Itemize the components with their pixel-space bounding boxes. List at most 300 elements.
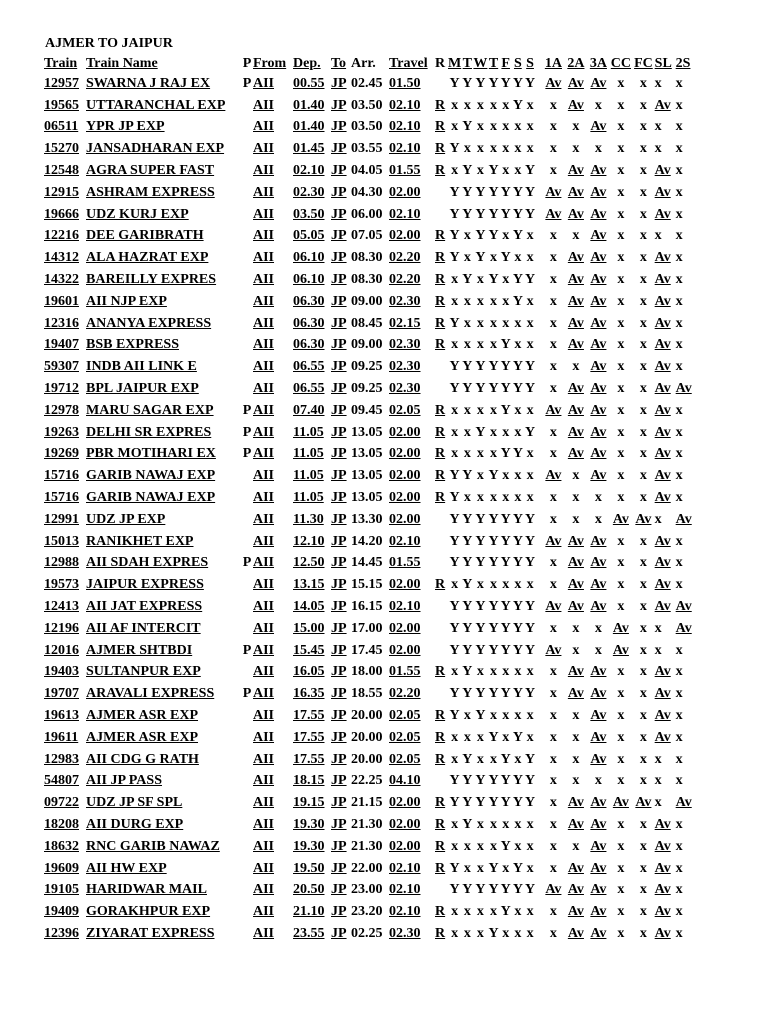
mon-cell: Y	[449, 511, 460, 527]
to-station-cell: JP	[331, 206, 347, 222]
class-fc-cell: x	[639, 272, 647, 288]
tue-cell: Y	[462, 642, 473, 658]
arrival-cell: 20.00	[351, 708, 383, 723]
fri-cell: Y	[500, 599, 511, 615]
class-1a-cell: x	[549, 664, 557, 680]
departure-cell: 14.05	[293, 599, 325, 615]
arrival-cell: 17.00	[351, 620, 383, 636]
thu-cell: Y	[488, 599, 499, 615]
sun-cell: x	[526, 446, 534, 462]
train-name-cell: RANIKHET EXP	[86, 533, 194, 549]
class-fc-cell: x	[639, 882, 647, 898]
travel-time-cell: 01.55	[389, 163, 421, 179]
class-3a-cell: Av	[590, 925, 607, 941]
thu-cell: Y	[488, 795, 499, 811]
tue-cell: x	[463, 97, 471, 113]
table-row	[44, 814, 694, 836]
travel-time-cell: 02.00	[389, 816, 421, 832]
thu-cell: Y	[488, 206, 499, 222]
train-number-cell: 19263	[44, 424, 79, 440]
train-number-cell: 19565	[44, 97, 79, 113]
class-3a-cell: Av	[590, 272, 607, 288]
tue-cell: Y	[462, 751, 473, 767]
header-travel: Travel	[389, 56, 428, 71]
table-row	[44, 509, 694, 531]
class-2s-cell: x	[675, 773, 683, 789]
class-2a-cell: Av	[567, 424, 584, 440]
train-number-cell: 19601	[44, 293, 79, 309]
sat-cell: Y	[512, 381, 523, 397]
departure-cell: 15.00	[293, 620, 325, 636]
travel-time-cell: 02.10	[389, 206, 421, 222]
class-2s-cell: x	[675, 359, 683, 375]
train-name-cell: INDB AII LINK E	[86, 359, 197, 375]
to-station-cell: JP	[331, 250, 347, 266]
thu-cell: Y	[488, 272, 499, 288]
class-2a-cell: Av	[567, 925, 584, 941]
class-1a-cell: Av	[545, 402, 562, 418]
to-station-cell: JP	[331, 599, 347, 615]
travel-time-cell: 02.00	[389, 838, 421, 854]
class-1a-cell: x	[549, 751, 557, 767]
train-number-cell: 19105	[44, 882, 79, 898]
class-1a-cell: x	[549, 359, 557, 375]
class-3a-cell: Av	[590, 838, 607, 854]
from-station-cell: AII	[253, 468, 275, 484]
class-2a-cell: Av	[567, 184, 584, 200]
mon-cell: x	[451, 163, 459, 179]
class-2a-cell: Av	[567, 315, 584, 331]
wed-cell: x	[476, 490, 484, 506]
wed-cell: Y	[475, 599, 486, 615]
class-2a-cell: Av	[567, 337, 584, 353]
arrival-cell: 21.30	[351, 816, 383, 832]
mon-cell: x	[451, 119, 459, 135]
class-fc-cell: x	[639, 708, 647, 723]
train-number-cell: 54807	[44, 773, 79, 789]
tue-cell: x	[463, 904, 471, 920]
class-sl-cell: Av	[654, 272, 671, 288]
class-3a-cell: Av	[590, 337, 607, 353]
r-flag-cell	[435, 378, 448, 400]
r-flag-cell: R	[435, 163, 446, 179]
sat-cell: Y	[512, 555, 523, 571]
travel-time-cell: 02.00	[389, 228, 421, 244]
class-sl-cell: Av	[654, 402, 671, 418]
train-name-cell: AII HW EXP	[86, 860, 167, 876]
from-station-cell: AII	[253, 838, 275, 854]
to-station-cell: JP	[331, 904, 347, 920]
header-wed: W	[473, 56, 488, 71]
thu-cell: x	[490, 141, 497, 157]
arrival-cell: 02.25	[351, 925, 383, 941]
from-station-cell: AII	[253, 816, 275, 832]
class-2a-cell: x	[572, 751, 580, 767]
table-row	[44, 640, 694, 662]
train-number-cell: 12978	[44, 402, 79, 418]
arrival-cell: 22.00	[351, 860, 383, 876]
arrival-cell: 17.45	[351, 642, 383, 658]
tue-cell: x	[463, 838, 471, 854]
sat-cell: x	[514, 402, 522, 418]
tue-cell: x	[463, 925, 471, 941]
train-name-cell: SULTANPUR EXP	[86, 664, 201, 680]
travel-time-cell: 02.30	[389, 293, 421, 309]
r-flag-cell: R	[435, 468, 446, 484]
r-flag-cell	[435, 531, 448, 553]
thu-cell: x	[490, 708, 497, 723]
class-2a-cell: x	[572, 511, 580, 527]
thu-cell: Y	[488, 184, 499, 200]
r-flag-cell	[435, 204, 448, 226]
travel-time-cell: 02.00	[389, 446, 421, 462]
table-row	[44, 422, 694, 444]
class-sl-cell: Av	[654, 838, 671, 854]
class-cc-cell: x	[617, 860, 625, 876]
sun-cell: Y	[525, 555, 536, 571]
tue-cell: Y	[462, 272, 473, 288]
mon-cell: Y	[449, 642, 460, 658]
train-number-cell: 18208	[44, 816, 79, 832]
tue-cell: x	[463, 490, 471, 506]
class-3a-cell: Av	[590, 206, 607, 222]
class-fc-cell: x	[639, 75, 647, 91]
header-3a: 3A	[589, 56, 607, 71]
class-sl-cell: x	[654, 141, 662, 157]
train-number-cell: 19611	[44, 729, 79, 745]
header-train-name: Train Name	[86, 56, 158, 71]
travel-time-cell: 02.00	[389, 468, 421, 484]
sun-cell: x	[526, 228, 534, 244]
sat-cell: Y	[512, 729, 523, 745]
sun-cell: Y	[525, 882, 536, 898]
train-number-cell: 06511	[44, 119, 79, 135]
class-1a-cell: Av	[545, 184, 562, 200]
from-station-cell: AII	[253, 206, 275, 222]
train-number-cell: 09722	[44, 795, 79, 811]
class-fc-cell: Av	[635, 511, 652, 527]
header-fri: F	[501, 56, 510, 71]
train-name-cell: HARIDWAR MAIL	[86, 882, 207, 898]
class-1a-cell: Av	[545, 882, 562, 898]
class-1a-cell: Av	[545, 468, 562, 484]
tue-cell: x	[463, 729, 471, 745]
mon-cell: x	[451, 402, 459, 418]
from-station-cell: AII	[253, 184, 275, 200]
class-1a-cell: x	[549, 490, 557, 506]
sat-cell: Y	[512, 446, 523, 462]
sun-cell: x	[526, 816, 534, 832]
r-flag-cell	[435, 73, 448, 95]
r-flag-cell: R	[435, 795, 446, 811]
class-3a-cell: x	[594, 490, 602, 506]
fri-cell: x	[502, 577, 510, 593]
class-cc-cell: x	[617, 838, 625, 854]
class-2a-cell: x	[572, 620, 580, 636]
tue-cell: Y	[462, 381, 473, 397]
class-2a-cell: Av	[567, 904, 584, 920]
train-number-cell: 12216	[44, 228, 79, 244]
wed-cell: x	[476, 838, 484, 854]
r-flag-cell: R	[435, 490, 446, 506]
class-cc-cell: x	[617, 315, 625, 331]
travel-time-cell: 02.20	[389, 250, 421, 266]
pantry-flag-cell	[241, 923, 253, 945]
thu-cell: x	[490, 838, 497, 854]
train-name-cell: BAREILLY EXPRES	[86, 272, 217, 288]
wed-cell: Y	[475, 773, 486, 789]
class-2s-cell: Av	[675, 599, 692, 615]
departure-cell: 23.55	[293, 925, 325, 941]
train-number-cell: 19409	[44, 904, 79, 920]
class-2s-cell: x	[675, 75, 683, 91]
class-sl-cell: x	[654, 228, 662, 244]
mon-cell: Y	[449, 555, 460, 571]
pantry-flag-cell	[241, 138, 253, 160]
class-sl-cell: Av	[654, 206, 671, 222]
sat-cell: Y	[512, 795, 523, 811]
sat-cell: x	[514, 250, 522, 266]
train-name-cell: ASHRAM EXPRESS	[86, 184, 215, 200]
travel-time-cell: 02.05	[389, 729, 421, 745]
class-2s-cell: x	[675, 925, 683, 941]
class-1a-cell: x	[549, 925, 557, 941]
fri-cell: Y	[500, 381, 511, 397]
class-2s-cell: x	[675, 686, 683, 702]
class-3a-cell: Av	[590, 75, 607, 91]
wed-cell: Y	[475, 228, 486, 244]
tue-cell: Y	[462, 686, 473, 702]
to-station-cell: JP	[331, 446, 347, 462]
pantry-flag-cell	[241, 182, 253, 204]
thu-cell: x	[490, 97, 497, 113]
class-sl-cell: Av	[654, 555, 671, 571]
class-1a-cell: x	[549, 729, 557, 745]
table-row	[44, 335, 694, 357]
fri-cell: Y	[500, 751, 511, 767]
thu-cell: Y	[488, 729, 499, 745]
class-3a-cell: Av	[590, 381, 607, 397]
departure-cell: 16.35	[293, 686, 325, 702]
tue-cell: x	[463, 860, 471, 876]
sat-cell: Y	[512, 882, 523, 898]
travel-time-cell: 02.00	[389, 795, 421, 811]
train-number-cell: 12988	[44, 555, 79, 571]
pantry-flag-cell	[241, 95, 253, 117]
fri-cell: x	[502, 424, 510, 440]
fri-cell: x	[502, 490, 510, 506]
tue-cell: x	[463, 402, 471, 418]
table-row	[44, 705, 694, 727]
train-name-cell: UDZ JP EXP	[86, 511, 166, 527]
class-1a-cell: Av	[545, 642, 562, 658]
train-name-cell: UDZ KURJ EXP	[86, 206, 189, 222]
table-row	[44, 662, 694, 684]
arrival-cell: 08.45	[351, 315, 383, 331]
class-cc-cell: x	[617, 751, 625, 767]
class-1a-cell: x	[549, 686, 557, 702]
wed-cell: x	[476, 163, 484, 179]
from-station-cell: AII	[253, 577, 275, 593]
arrival-cell: 04.05	[351, 163, 383, 179]
sat-cell: Y	[512, 206, 523, 222]
class-sl-cell: Av	[654, 664, 671, 680]
from-station-cell: AII	[253, 293, 275, 309]
table-row	[44, 683, 694, 705]
sun-cell: x	[526, 293, 534, 309]
fri-cell: x	[502, 315, 510, 331]
tue-cell: x	[463, 337, 471, 353]
from-station-cell: AII	[253, 75, 275, 91]
class-1a-cell: Av	[545, 206, 562, 222]
arrival-cell: 08.30	[351, 272, 383, 288]
wed-cell: x	[476, 337, 484, 353]
train-number-cell: 12316	[44, 315, 79, 331]
class-1a-cell: Av	[545, 75, 562, 91]
travel-time-cell: 02.10	[389, 97, 421, 113]
class-cc-cell: x	[617, 184, 625, 200]
class-2s-cell: x	[675, 337, 683, 353]
wed-cell: x	[476, 751, 484, 767]
fri-cell: x	[502, 163, 510, 179]
pantry-flag-cell	[241, 596, 253, 618]
fri-cell: Y	[500, 359, 511, 375]
class-cc-cell: x	[617, 599, 625, 615]
to-station-cell: JP	[331, 620, 347, 636]
arrival-cell: 13.05	[351, 424, 383, 440]
class-fc-cell: x	[639, 206, 647, 222]
train-number-cell: 12548	[44, 163, 79, 179]
header-2s: 2S	[675, 56, 691, 71]
arrival-cell: 07.05	[351, 228, 383, 244]
departure-cell: 15.45	[293, 642, 325, 658]
class-2s-cell: x	[675, 293, 683, 309]
fri-cell: Y	[500, 838, 511, 854]
fri-cell: x	[502, 141, 510, 157]
train-name-cell: AJMER ASR EXP	[86, 708, 199, 723]
r-flag-cell: R	[435, 97, 446, 113]
pantry-flag-cell: P	[242, 75, 252, 91]
class-2a-cell: Av	[567, 816, 584, 832]
class-1a-cell: x	[549, 337, 557, 353]
travel-time-cell: 02.05	[389, 402, 421, 418]
from-station-cell: AII	[253, 882, 275, 898]
sat-cell: Y	[512, 773, 523, 789]
thu-cell: Y	[488, 555, 499, 571]
train-name-cell: JAIPUR EXPRESS	[86, 577, 204, 593]
r-flag-cell	[435, 683, 448, 705]
class-1a-cell: x	[549, 838, 557, 854]
class-fc-cell: x	[639, 490, 647, 506]
to-station-cell: JP	[331, 577, 347, 593]
tue-cell: Y	[462, 533, 473, 549]
wed-cell: x	[476, 577, 484, 593]
from-station-cell: AII	[253, 708, 275, 723]
travel-time-cell: 01.55	[389, 555, 421, 571]
class-fc-cell: x	[639, 293, 647, 309]
train-name-cell: GORAKHPUR EXP	[86, 904, 211, 920]
class-cc-cell: x	[617, 272, 625, 288]
class-2a-cell: x	[572, 228, 580, 244]
table-row	[44, 727, 694, 749]
class-fc-cell: x	[639, 119, 647, 135]
tue-cell: x	[463, 228, 471, 244]
mon-cell: x	[451, 446, 459, 462]
pantry-flag-cell	[241, 465, 253, 487]
class-sl-cell: x	[654, 642, 662, 658]
wed-cell: x	[476, 97, 484, 113]
fri-cell: Y	[500, 75, 511, 91]
pantry-flag-cell	[241, 487, 253, 509]
class-1a-cell: x	[549, 511, 557, 527]
arrival-cell: 03.55	[351, 141, 383, 157]
from-station-cell: AII	[253, 490, 275, 506]
mon-cell: x	[451, 904, 459, 920]
wed-cell: Y	[475, 359, 486, 375]
class-cc-cell: x	[617, 686, 625, 702]
arrival-cell: 06.00	[351, 206, 383, 222]
class-cc-cell: x	[617, 490, 625, 506]
r-flag-cell: R	[435, 838, 446, 854]
class-cc-cell: x	[617, 729, 625, 745]
wed-cell: x	[476, 402, 484, 418]
r-flag-cell	[435, 618, 448, 640]
class-3a-cell: Av	[590, 359, 607, 375]
class-3a-cell: Av	[590, 424, 607, 440]
class-2s-cell: x	[675, 729, 683, 745]
class-2a-cell: Av	[567, 686, 584, 702]
class-cc-cell: x	[617, 163, 625, 179]
thu-cell: Y	[488, 511, 499, 527]
tue-cell: x	[463, 141, 471, 157]
sat-cell: x	[514, 490, 522, 506]
arrival-cell: 09.00	[351, 293, 383, 309]
class-3a-cell: Av	[590, 751, 607, 767]
fri-cell: x	[502, 729, 510, 745]
table-row	[44, 73, 694, 95]
class-cc-cell: x	[617, 664, 625, 680]
to-station-cell: JP	[331, 729, 347, 745]
pantry-flag-cell	[241, 662, 253, 684]
travel-time-cell: 01.55	[389, 664, 421, 680]
to-station-cell: JP	[331, 75, 347, 91]
from-station-cell: AII	[253, 141, 275, 157]
class-cc-cell: x	[617, 424, 625, 440]
departure-cell: 11.05	[293, 446, 324, 462]
class-sl-cell: Av	[654, 381, 671, 397]
mon-cell: Y	[449, 860, 460, 876]
class-3a-cell: x	[594, 773, 602, 789]
class-sl-cell: x	[654, 751, 662, 767]
to-station-cell: JP	[331, 925, 347, 941]
pantry-flag-cell	[241, 727, 253, 749]
fri-cell: Y	[500, 250, 511, 266]
departure-cell: 21.10	[293, 904, 325, 920]
thu-cell: x	[490, 424, 497, 440]
tue-cell: x	[463, 424, 471, 440]
sun-cell: Y	[525, 381, 536, 397]
r-flag-cell: R	[435, 228, 446, 244]
fri-cell: Y	[500, 686, 511, 702]
from-station-cell: AII	[253, 402, 275, 418]
tue-cell: x	[463, 315, 471, 331]
thu-cell: Y	[488, 468, 499, 484]
wed-cell: x	[476, 119, 484, 135]
class-2a-cell: x	[572, 141, 580, 157]
class-1a-cell: x	[549, 795, 557, 811]
class-sl-cell: Av	[654, 446, 671, 462]
mon-cell: Y	[449, 75, 460, 91]
